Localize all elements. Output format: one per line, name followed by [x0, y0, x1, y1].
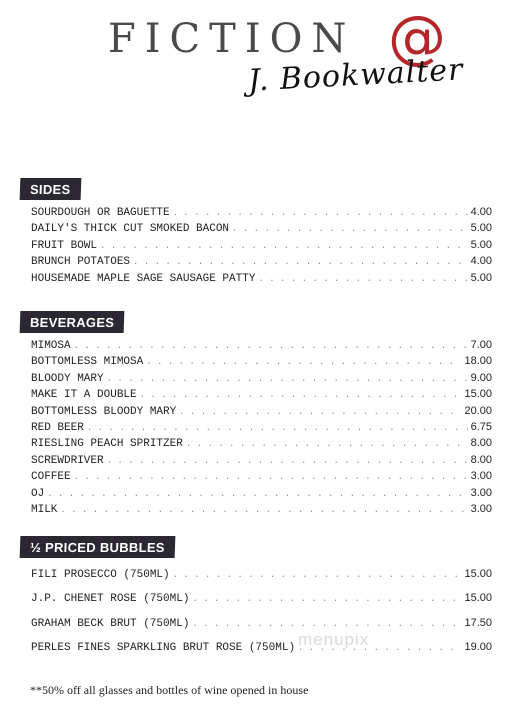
menu-item-price: 20.00 [464, 404, 492, 417]
menu-item [31, 370, 492, 386]
menu-item-price: 3.00 [470, 486, 492, 499]
menu-item [31, 611, 492, 635]
dot-leader [258, 271, 467, 287]
logo-at-symbol: @ [388, 3, 446, 71]
menu-item-price: 5.00 [470, 222, 492, 235]
menu-item-price: 15.00 [464, 592, 492, 605]
menu-item-name: FILI PROSECCO (750ML) [31, 569, 170, 581]
menu-item [31, 635, 492, 659]
dot-leader [133, 254, 468, 270]
section-heading-bubbles: ½ PRICED BUBBLES [20, 536, 176, 558]
dot-leader [107, 453, 468, 469]
menu-item [31, 270, 492, 286]
logo-signature: J. Bookwalter [247, 52, 465, 99]
menu-item-price: 8.00 [470, 453, 492, 466]
dot-leader [100, 238, 468, 254]
menu-item [31, 220, 492, 236]
menu-item [31, 237, 492, 253]
dot-leader [87, 420, 468, 436]
sides-list [20, 204, 492, 286]
menu-item-price: 4.00 [470, 255, 492, 268]
restaurant-logo [108, 3, 498, 104]
menu-item [31, 562, 492, 586]
menu-item-name: GRAHAM BECK BRUT (750ML) [31, 617, 190, 630]
dot-leader [173, 563, 462, 587]
dot-leader [192, 587, 461, 611]
menu-item-name: J.P. CHENET ROSE (750ML) [31, 593, 190, 606]
menu-item-name: MILK [31, 503, 58, 516]
menu-item-price: 9.00 [470, 371, 492, 384]
menu-item-price: 8.00 [470, 437, 492, 450]
menu-item [31, 586, 492, 610]
beverages-list [20, 337, 492, 517]
menu-item [31, 501, 492, 517]
menu-item-name: RED BEER [31, 421, 84, 434]
watermark: menupix [298, 630, 370, 649]
menu-item [31, 419, 492, 435]
dot-leader [60, 502, 467, 518]
menu-item-price: 7.00 [470, 339, 492, 351]
menu-item-name: SCREWDRIVER [31, 454, 104, 467]
menu-item-name: FRUIT BOWL [31, 239, 98, 252]
menu-item [31, 204, 492, 220]
dot-leader [74, 469, 468, 485]
menu-item [31, 353, 492, 369]
menu-item-name: RIESLING PEACH SPRITZER [31, 438, 183, 451]
wine-discount-note: **50% off all glasses and bottles of wine opened in house [30, 683, 309, 697]
dot-leader [140, 387, 462, 403]
section-heading-beverages: BEVERAGES [20, 311, 125, 333]
menu-item-price: 18.00 [464, 355, 492, 368]
menu-item [31, 468, 492, 484]
dot-leader [74, 338, 468, 354]
dot-leader [186, 436, 468, 452]
menu-item-name: HOUSEMADE MAPLE SAGE SAUSAGE PATTY [31, 272, 256, 285]
menu-item-name: PERLES FINES SPARKLING BRUT ROSE (750ML) [31, 641, 296, 654]
menu-item-name: MIMOSA [31, 340, 71, 352]
menu-item-price: 17.50 [464, 616, 492, 629]
sides-section [20, 178, 492, 286]
menu-item-price: 15.00 [464, 388, 492, 401]
menu-item-name: BLOODY MARY [31, 372, 104, 385]
menu-item [31, 386, 492, 402]
menu-item-price: 19.00 [464, 640, 492, 653]
dot-leader [146, 354, 461, 370]
menu-item-price: 3.00 [470, 470, 492, 483]
beverages-section [20, 311, 492, 517]
menu-item-name: DAILY'S THICK CUT SMOKED BACON [31, 223, 230, 236]
menu-item-name: COFFEE [31, 471, 71, 484]
menu-item-name: MAKE IT A DOUBLE [31, 389, 137, 402]
menu-item-name: BRUNCH POTATOES [31, 256, 131, 269]
menu-item [31, 435, 492, 451]
menu-item-price: 5.00 [470, 271, 492, 284]
menu-item-price: 6.75 [470, 420, 492, 433]
menu-item-price: 15.00 [464, 568, 492, 580]
menu-item-price: 4.00 [470, 206, 492, 218]
dot-leader [47, 486, 467, 502]
section-heading-sides: SIDES [20, 178, 81, 200]
menu-item [31, 403, 492, 419]
dot-leader [173, 205, 468, 221]
menu-item-name: BOTTOMLESS BLOODY MARY [31, 405, 177, 418]
bubbles-list [20, 562, 492, 659]
menu-item-name: BOTTOMLESS MIMOSA [31, 356, 144, 369]
menu-item [31, 253, 492, 269]
dot-leader [107, 371, 468, 387]
logo-wordmark: FICTION [108, 16, 356, 62]
menu-item-name: SOURDOUGH OR BAGUETTE [31, 207, 170, 219]
menu-item [31, 485, 492, 501]
bubbles-section [20, 536, 492, 659]
dot-leader [179, 404, 461, 420]
menu-item-name: OJ [31, 487, 45, 500]
menu-item-price: 3.00 [470, 502, 492, 515]
menu-item [31, 337, 492, 353]
dot-leader [232, 221, 468, 237]
menu-item [31, 452, 492, 468]
menu-item-price: 5.00 [470, 238, 492, 251]
